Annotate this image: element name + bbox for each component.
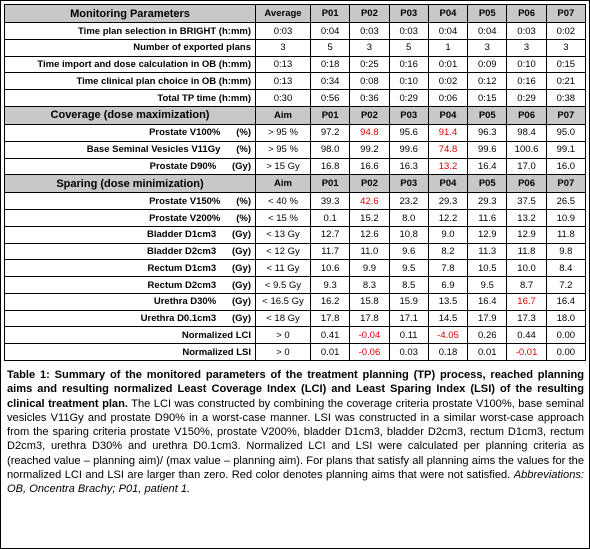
- patient-value-cell: 0.01: [311, 344, 350, 361]
- patient-value-cell: 16.7: [507, 293, 546, 310]
- patient-column-header: P02: [350, 5, 389, 23]
- patient-value-cell: 12.6: [350, 226, 389, 243]
- patient-value-cell: 0:03: [507, 23, 546, 40]
- patient-column-header: P01: [311, 175, 350, 193]
- patient-value-cell: 91.4: [428, 125, 467, 142]
- patient-value-cell: -0.01: [507, 344, 546, 361]
- row-label: Rectum D2cm3 (Gy): [5, 277, 256, 294]
- patient-value-cell: 0:12: [468, 73, 507, 90]
- row-aim: 0:30: [256, 90, 311, 107]
- patient-value-cell: -0.04: [350, 327, 389, 344]
- patient-value-cell: 15.2: [350, 210, 389, 227]
- patient-value-cell: 11.6: [468, 210, 507, 227]
- monitoring-table: [4, 4, 586, 361]
- patient-value-cell: 3: [507, 39, 546, 56]
- patient-value-cell: 9.5: [389, 260, 428, 277]
- patient-value-cell: 0:38: [546, 90, 585, 107]
- patient-value-cell: 0.03: [389, 344, 428, 361]
- patient-value-cell: 17.8: [350, 310, 389, 327]
- patient-column-header: P02: [350, 106, 389, 124]
- patient-value-cell: 16.4: [546, 293, 585, 310]
- patient-value-cell: 0.1: [311, 210, 350, 227]
- patient-value-cell: 0.01: [468, 344, 507, 361]
- patient-value-cell: 16.8: [311, 158, 350, 175]
- table-row: [5, 344, 586, 361]
- patient-value-cell: 8.5: [389, 277, 428, 294]
- patient-value-cell: 9.6: [389, 243, 428, 260]
- patient-value-cell: 39.3: [311, 193, 350, 210]
- patient-value-cell: 42.6: [350, 193, 389, 210]
- patient-value-cell: 5: [389, 39, 428, 56]
- patient-value-cell: 23.2: [389, 193, 428, 210]
- row-aim: < 18 Gy: [256, 310, 311, 327]
- patient-column-header: P05: [468, 175, 507, 193]
- patient-value-cell: 99.6: [468, 141, 507, 158]
- patient-value-cell: 0.26: [468, 327, 507, 344]
- patient-value-cell: 8.4: [546, 260, 585, 277]
- table-row: [5, 226, 586, 243]
- patient-value-cell: 11.3: [468, 243, 507, 260]
- row-aim: 3: [256, 39, 311, 56]
- patient-value-cell: 11.7: [311, 243, 350, 260]
- table-row: [5, 23, 586, 40]
- patient-value-cell: 8.0: [389, 210, 428, 227]
- patient-value-cell: 9.8: [546, 243, 585, 260]
- patient-value-cell: 12.7: [311, 226, 350, 243]
- patient-value-cell: 10.5: [468, 260, 507, 277]
- patient-value-cell: 0:10: [389, 73, 428, 90]
- row-aim: < 16.5 Gy: [256, 293, 311, 310]
- row-label: Prostate D90% (Gy): [5, 158, 256, 175]
- row-aim: 0:13: [256, 56, 311, 73]
- patient-value-cell: 0:16: [507, 73, 546, 90]
- patient-column-header: P02: [350, 175, 389, 193]
- patient-value-cell: 99.1: [546, 141, 585, 158]
- patient-value-cell: 11.0: [350, 243, 389, 260]
- patient-value-cell: 17.8: [311, 310, 350, 327]
- row-label: Number of exported plans: [5, 39, 256, 56]
- patient-value-cell: 1: [428, 39, 467, 56]
- table-row: [5, 327, 586, 344]
- row-aim: < 12 Gy: [256, 243, 311, 260]
- patient-value-cell: 15.8: [350, 293, 389, 310]
- section-title: Coverage (dose maximization): [5, 106, 256, 124]
- patient-value-cell: 12.9: [468, 226, 507, 243]
- patient-value-cell: 95.6: [389, 125, 428, 142]
- patient-value-cell: 8.2: [428, 243, 467, 260]
- row-label: Time clinical plan choice in OB (h:mm): [5, 73, 256, 90]
- patient-value-cell: 0:08: [350, 73, 389, 90]
- patient-value-cell: 0:16: [389, 56, 428, 73]
- table-row: [5, 293, 586, 310]
- section-header-row: [5, 106, 586, 124]
- patient-value-cell: 3: [546, 39, 585, 56]
- patient-value-cell: 0:56: [311, 90, 350, 107]
- patient-column-header: P05: [468, 106, 507, 124]
- table-row: [5, 310, 586, 327]
- patient-value-cell: 11.8: [507, 243, 546, 260]
- patient-value-cell: 7.2: [546, 277, 585, 294]
- patient-value-cell: 5: [311, 39, 350, 56]
- row-label: Prostate V100% (%): [5, 125, 256, 142]
- patient-value-cell: 18.0: [546, 310, 585, 327]
- patient-value-cell: -4.05: [428, 327, 467, 344]
- patient-value-cell: 0:02: [428, 73, 467, 90]
- patient-column-header: P06: [507, 106, 546, 124]
- patient-value-cell: 0:04: [468, 23, 507, 40]
- table-row: [5, 193, 586, 210]
- table-row: [5, 243, 586, 260]
- patient-value-cell: 29.3: [428, 193, 467, 210]
- patient-value-cell: 99.6: [389, 141, 428, 158]
- row-aim: > 0: [256, 327, 311, 344]
- patient-value-cell: 0:29: [389, 90, 428, 107]
- patient-value-cell: 0:29: [507, 90, 546, 107]
- patient-value-cell: 0.41: [311, 327, 350, 344]
- patient-value-cell: 3: [350, 39, 389, 56]
- patient-column-header: P03: [389, 175, 428, 193]
- patient-value-cell: 0:03: [350, 23, 389, 40]
- patient-column-header: P01: [311, 106, 350, 124]
- caption-title: Table 1: Summary of the monitored parameters of the treatment planning (TP) process, reached planning aims and resulting normalized Least Coverage Index (LCI) and Least Sparing Index (LSI) of the resulting clinical treatment plan.: [7, 369, 584, 410]
- patient-value-cell: 16.4: [468, 293, 507, 310]
- patient-value-cell: 12.9: [507, 226, 546, 243]
- patient-value-cell: 96.3: [468, 125, 507, 142]
- patient-value-cell: 0:09: [468, 56, 507, 73]
- table-row: [5, 158, 586, 175]
- patient-column-header: P07: [546, 175, 585, 193]
- patient-value-cell: 0.11: [389, 327, 428, 344]
- patient-value-cell: 0:18: [311, 56, 350, 73]
- row-label: Bladder D2cm3 (Gy): [5, 243, 256, 260]
- row-label: Base Seminal Vesicles V11Gy (%): [5, 141, 256, 158]
- patient-value-cell: 0:04: [311, 23, 350, 40]
- patient-value-cell: 0.44: [507, 327, 546, 344]
- row-label: Rectum D1cm3 (Gy): [5, 260, 256, 277]
- patient-column-header: P04: [428, 106, 467, 124]
- section-title: Sparing (dose minimization): [5, 175, 256, 193]
- patient-value-cell: 15.9: [389, 293, 428, 310]
- patient-value-cell: 37.5: [507, 193, 546, 210]
- patient-value-cell: 0:06: [428, 90, 467, 107]
- row-label: Prostate V150% (%): [5, 193, 256, 210]
- patient-value-cell: 9.3: [311, 277, 350, 294]
- patient-value-cell: 16.3: [389, 158, 428, 175]
- patient-value-cell: 10.9: [546, 210, 585, 227]
- patient-value-cell: 17.1: [389, 310, 428, 327]
- row-aim: < 40 %: [256, 193, 311, 210]
- aim-column-header: Average: [256, 5, 311, 23]
- aim-column-header: Aim: [256, 175, 311, 193]
- patient-column-header: P04: [428, 5, 467, 23]
- table-row: [5, 125, 586, 142]
- row-label: Time plan selection in BRIGHT (h:mm): [5, 23, 256, 40]
- patient-column-header: P01: [311, 5, 350, 23]
- patient-value-cell: 0:10: [507, 56, 546, 73]
- patient-value-cell: 10.0: [507, 260, 546, 277]
- table-row: [5, 260, 586, 277]
- row-aim: > 95 %: [256, 141, 311, 158]
- patient-value-cell: 3: [468, 39, 507, 56]
- patient-column-header: P06: [507, 5, 546, 23]
- patient-value-cell: 0:04: [428, 23, 467, 40]
- patient-value-cell: 16.0: [546, 158, 585, 175]
- row-label: Urethra D30% (Gy): [5, 293, 256, 310]
- patient-column-header: P07: [546, 5, 585, 23]
- patient-value-cell: 7.8: [428, 260, 467, 277]
- patient-value-cell: 98.0: [311, 141, 350, 158]
- patient-value-cell: 6.9: [428, 277, 467, 294]
- row-label: Bladder D1cm3 (Gy): [5, 226, 256, 243]
- patient-column-header: P05: [468, 5, 507, 23]
- patient-value-cell: 74.8: [428, 141, 467, 158]
- patient-value-cell: 97.2: [311, 125, 350, 142]
- table-caption: [7, 368, 584, 497]
- row-label: Prostate V200% (%): [5, 210, 256, 227]
- table-row: [5, 56, 586, 73]
- patient-value-cell: 13.2: [507, 210, 546, 227]
- patient-value-cell: 0:03: [389, 23, 428, 40]
- patient-column-header: P03: [389, 5, 428, 23]
- aim-column-header: Aim: [256, 106, 311, 124]
- patient-column-header: P04: [428, 175, 467, 193]
- row-label: Time import and dose calculation in OB (h:mm): [5, 56, 256, 73]
- patient-value-cell: 0:21: [546, 73, 585, 90]
- section-header-row: [5, 175, 586, 193]
- patient-value-cell: 0.18: [428, 344, 467, 361]
- row-label: Urethra D0.1cm3 (Gy): [5, 310, 256, 327]
- table-row: [5, 90, 586, 107]
- patient-value-cell: 0:36: [350, 90, 389, 107]
- table-row: [5, 277, 586, 294]
- patient-value-cell: 8.3: [350, 277, 389, 294]
- patient-value-cell: 9.5: [468, 277, 507, 294]
- patient-value-cell: 0:15: [468, 90, 507, 107]
- patient-column-header: P03: [389, 106, 428, 124]
- patient-value-cell: 0:34: [311, 73, 350, 90]
- row-aim: < 9.5 Gy: [256, 277, 311, 294]
- row-aim: < 11 Gy: [256, 260, 311, 277]
- patient-column-header: P07: [546, 106, 585, 124]
- patient-value-cell: 0:01: [428, 56, 467, 73]
- patient-value-cell: 12.2: [428, 210, 467, 227]
- patient-value-cell: 17.3: [507, 310, 546, 327]
- row-aim: > 95 %: [256, 125, 311, 142]
- patient-value-cell: 17.0: [507, 158, 546, 175]
- patient-value-cell: 26.5: [546, 193, 585, 210]
- patient-value-cell: 99.2: [350, 141, 389, 158]
- table-row: [5, 73, 586, 90]
- patient-value-cell: 11.8: [546, 226, 585, 243]
- row-aim: 0:13: [256, 73, 311, 90]
- patient-value-cell: 10.8: [389, 226, 428, 243]
- row-aim: > 15 Gy: [256, 158, 311, 175]
- patient-value-cell: 100.6: [507, 141, 546, 158]
- patient-value-cell: 0:25: [350, 56, 389, 73]
- table-row: [5, 141, 586, 158]
- caption-body: The LCI was constructed by combining the coverage criteria prostate V100%, base seminal vesicles V11Gy and prostate D90% in a worst-case manner. LSI was constructed in a similar worst-case approach from the sparing criteria prostate V150%, prostate V200%, bladder D1cm3, bladder D2cm3, rectum D1cm3, rectum D2cm3, urethra D30% and urethra D0.1cm3. Normalized LCI and LSI were calculated per planning criteria as (reached value – planning aim)/ (max value – planning aim). For plans that satisfy all planning aims the values for the normalized LCI and LSI are larger than zero. Red color denotes planning aims that were not satisfied.: [7, 397, 584, 482]
- patient-column-header: P06: [507, 175, 546, 193]
- patient-value-cell: -0.06: [350, 344, 389, 361]
- patient-value-cell: 0:15: [546, 56, 585, 73]
- patient-value-cell: 8.7: [507, 277, 546, 294]
- patient-value-cell: 10.6: [311, 260, 350, 277]
- row-aim: < 15 %: [256, 210, 311, 227]
- patient-value-cell: 13.5: [428, 293, 467, 310]
- patient-value-cell: 94.8: [350, 125, 389, 142]
- patient-value-cell: 0.00: [546, 327, 585, 344]
- table-row: [5, 39, 586, 56]
- section-header-row: [5, 5, 586, 23]
- patient-value-cell: 16.4: [468, 158, 507, 175]
- row-aim: > 0: [256, 344, 311, 361]
- patient-value-cell: 98.4: [507, 125, 546, 142]
- table-row: [5, 210, 586, 227]
- patient-value-cell: 13.2: [428, 158, 467, 175]
- row-aim: 0:03: [256, 23, 311, 40]
- patient-value-cell: 16.6: [350, 158, 389, 175]
- patient-value-cell: 17.9: [468, 310, 507, 327]
- row-label: Normalized LCI: [5, 327, 256, 344]
- patient-value-cell: 9.9: [350, 260, 389, 277]
- patient-value-cell: 95.0: [546, 125, 585, 142]
- caption-abbreviations: Abbreviations: OB, Oncentra Brachy; P01, patient 1.: [7, 469, 584, 496]
- row-label: Total TP time (h:mm): [5, 90, 256, 107]
- patient-value-cell: 9.0: [428, 226, 467, 243]
- patient-value-cell: 29.3: [468, 193, 507, 210]
- row-aim: < 13 Gy: [256, 226, 311, 243]
- patient-value-cell: 0.00: [546, 344, 585, 361]
- patient-value-cell: 0:02: [546, 23, 585, 40]
- section-title: Monitoring Parameters: [5, 5, 256, 23]
- patient-value-cell: 14.5: [428, 310, 467, 327]
- patient-value-cell: 16.2: [311, 293, 350, 310]
- row-label: Normalized LSI: [5, 344, 256, 361]
